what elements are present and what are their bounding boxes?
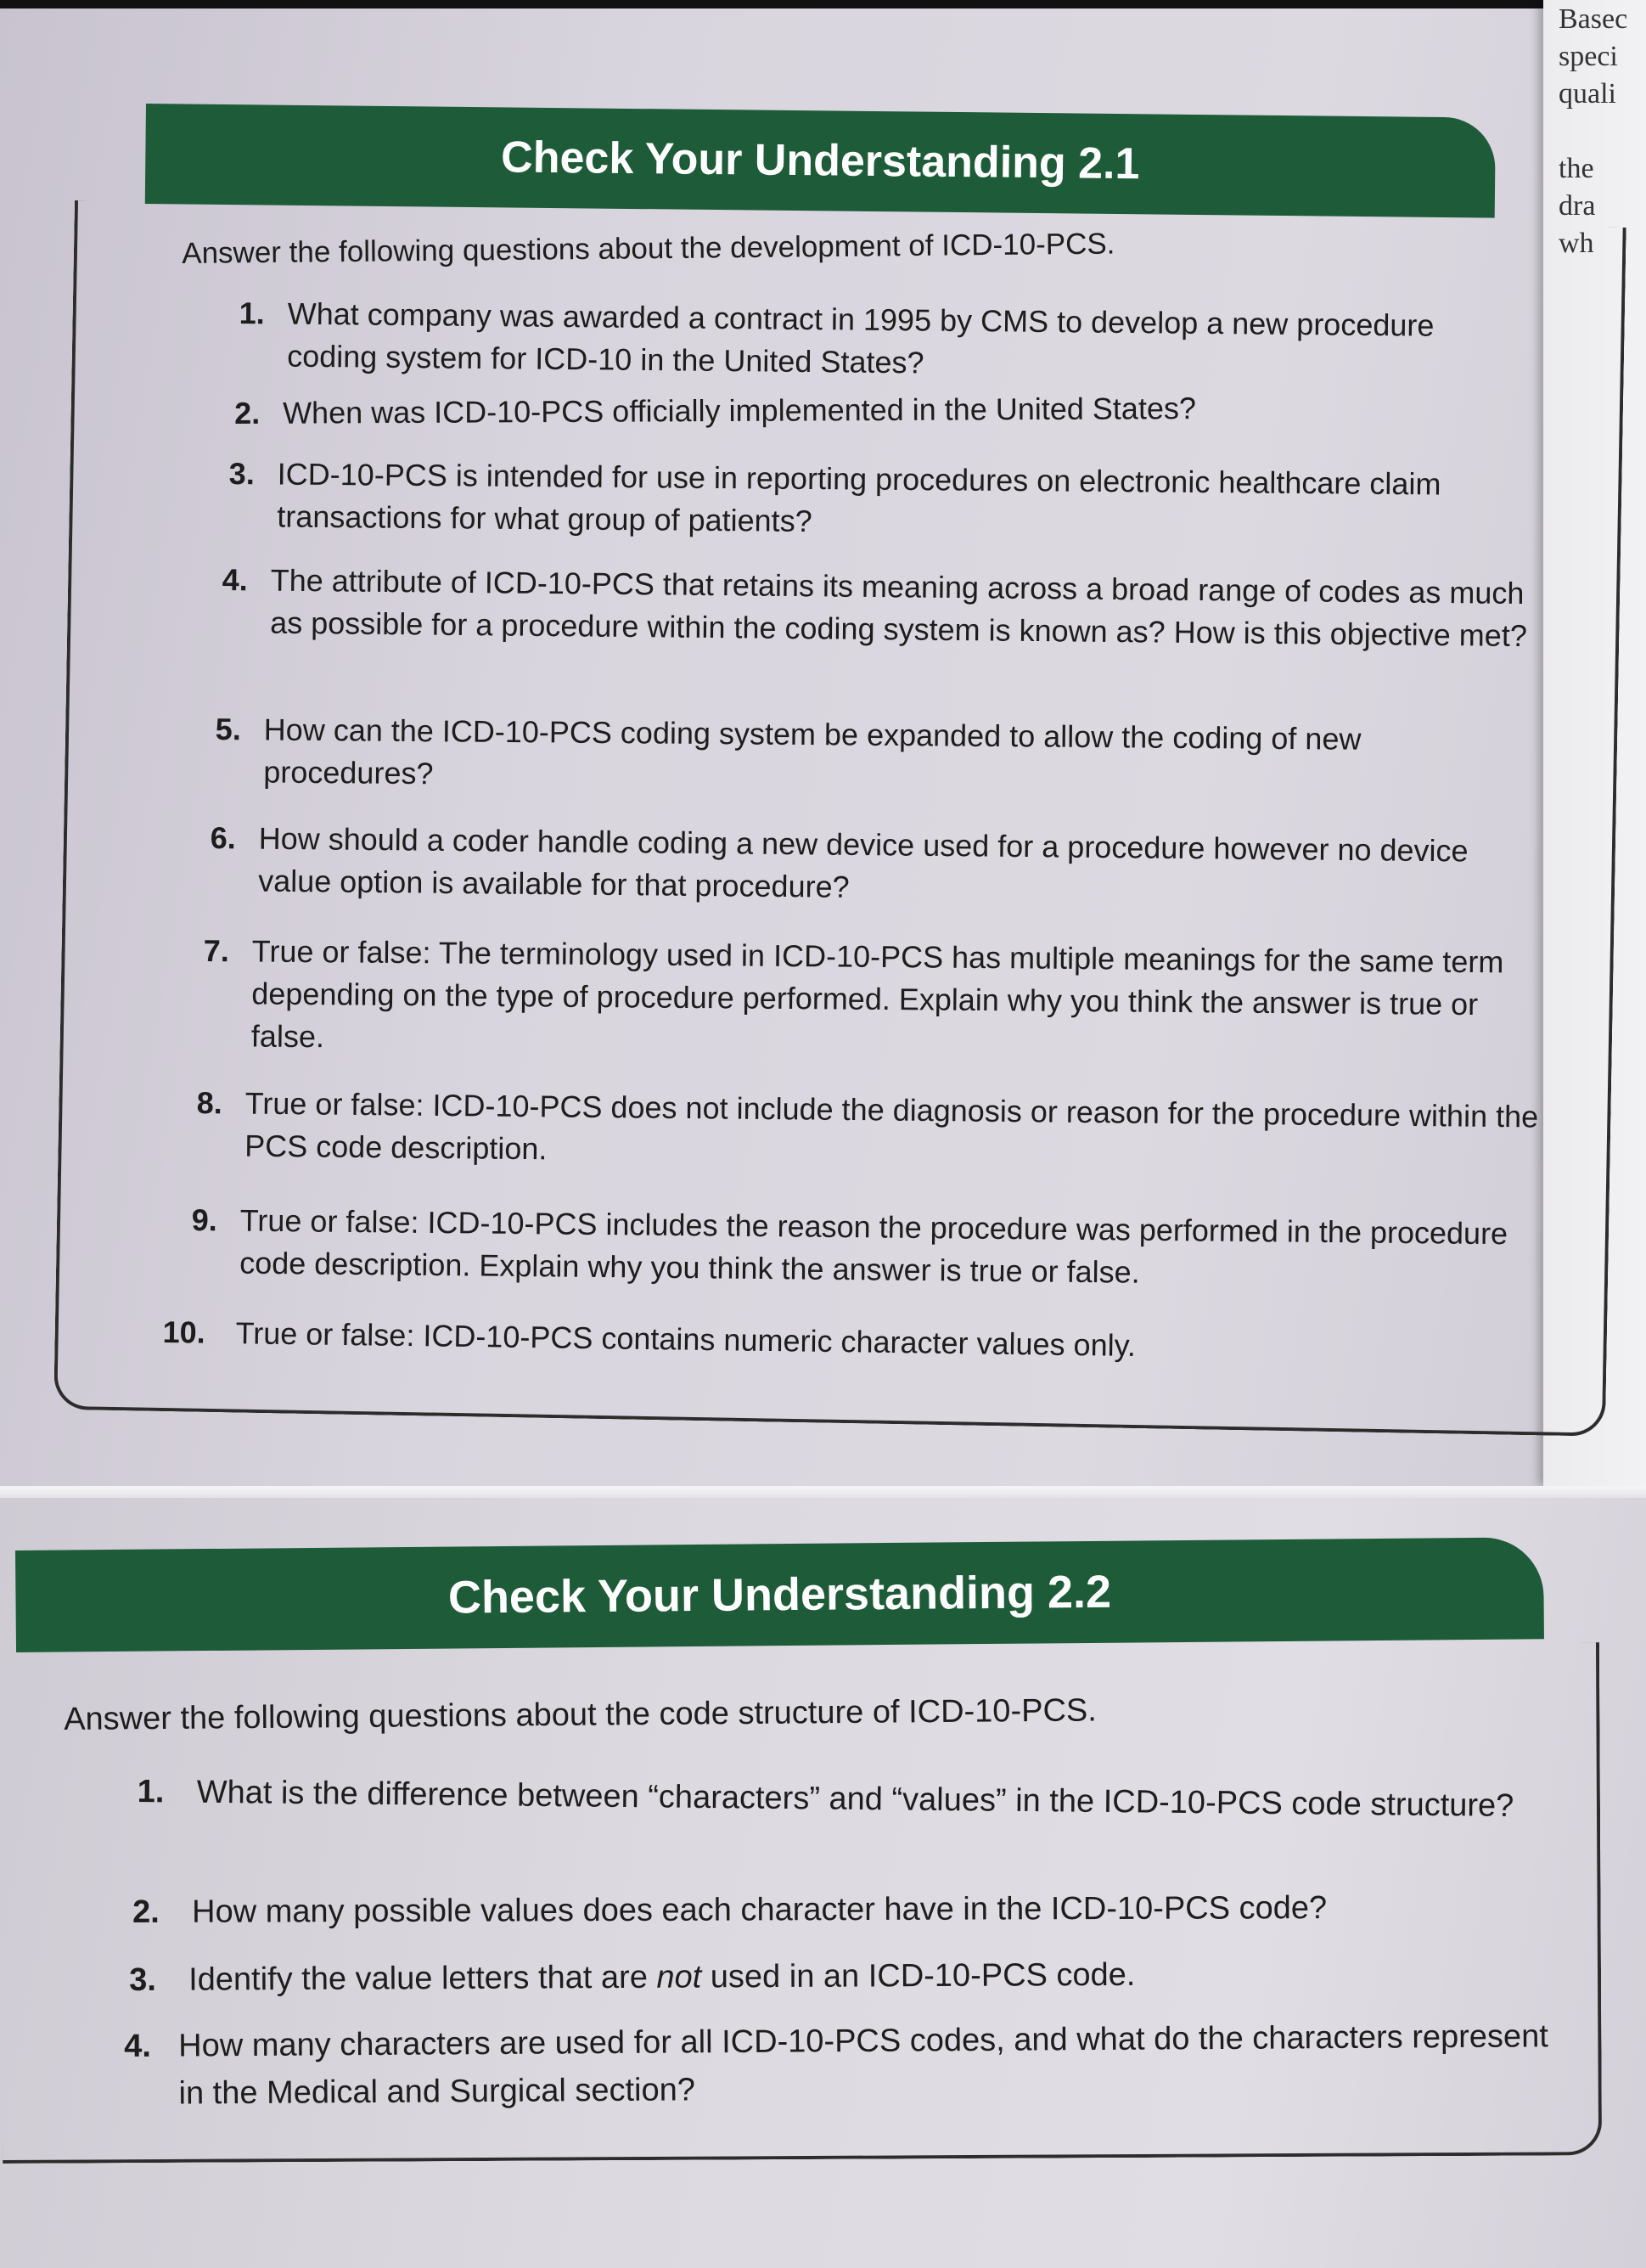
margin-text: the <box>1559 153 1594 184</box>
question-text: When was ICD-10-PCS officially implemented in the United States? <box>283 391 1197 431</box>
question-item <box>203 930 1545 1069</box>
question-number: 2. <box>132 1894 160 1930</box>
question-text: True or false: ICD-10-PCS includes the reason the procedure was performed in the procedure code description. Explain why you think the answer is true or false. <box>239 1202 1508 1290</box>
question-number: 3. <box>228 455 255 492</box>
question-item <box>234 386 1482 435</box>
question-number: 7. <box>203 932 229 969</box>
question-item <box>124 2012 1568 2118</box>
question-text: How should a coder handle coding a new device used for a procedure however no device value option is available for that procedure? <box>258 820 1469 904</box>
question-text: How many possible values does each character have in the ICD-10-PCS code? <box>192 1890 1328 1930</box>
margin-text: speci <box>1559 41 1618 72</box>
margin-text: dra <box>1559 190 1596 222</box>
lower-page-photo <box>0 1498 1646 2268</box>
margin-text: wh <box>1559 228 1594 259</box>
question-number: 5. <box>215 711 241 747</box>
margin-text: quali <box>1559 78 1616 110</box>
section2-title: Check Your Understanding 2.2 <box>447 1566 1112 1624</box>
section1-title: Check Your Understanding 2.1 <box>500 132 1140 189</box>
question-item <box>210 817 1509 915</box>
image-separator <box>0 1486 1646 1498</box>
question-item <box>222 559 1530 657</box>
margin-text: Basec <box>1559 3 1628 35</box>
question-text: True or false: ICD-10-PCS contains numeric character values only. <box>235 1315 1137 1364</box>
question-number: 2. <box>234 395 261 431</box>
section1-banner <box>145 104 1496 218</box>
question-text: ICD-10-PCS is intended for use in reporting procedures on electronic healthcare claim transactions for what group of patients? <box>277 456 1441 538</box>
question-text: What company was awarded a contract in 1995 by CMS to develop a new procedure coding system for ICD-10 in the United States? <box>287 295 1435 380</box>
question-text: What is the difference between “characters” and “values” in the ICD-10-PCS code structure? <box>196 1774 1514 1824</box>
question-number: 10. <box>162 1314 205 1350</box>
question-number: 1. <box>137 1773 165 1810</box>
question-number: 4. <box>222 561 248 598</box>
question-item <box>191 1199 1542 1298</box>
page-edge <box>0 0 1646 8</box>
question-number: 6. <box>210 819 236 856</box>
question-item <box>132 1883 1525 1936</box>
question-number: 4. <box>124 2028 152 2064</box>
question-item <box>239 292 1487 390</box>
question-item <box>196 1082 1555 1181</box>
section2-banner <box>15 1537 1544 1652</box>
question-item <box>215 708 1506 804</box>
question-number: 8. <box>196 1084 222 1121</box>
section2-intro: Answer the following questions about the code structure of ICD-10-PCS. <box>64 1692 1097 1737</box>
emphasis-not: not <box>656 1959 702 1995</box>
question-item <box>129 1949 1521 2004</box>
question-text: How many characters are used for all ICD-10-PCS codes, and what do the characters represent in the Medical and Surgical section? <box>178 2018 1548 2112</box>
question-text: The attribute of ICD-10-PCS that retains its meaning across a broad range of codes as much as possible for a procedure within the coding system is known as? How is this objective met? <box>270 562 1528 654</box>
question-number: 3. <box>129 1961 156 1998</box>
question-number: 9. <box>191 1202 217 1238</box>
question-text: True or false: ICD-10-PCS does not include the diagnosis or reason for the procedure within the PCS code description. <box>244 1085 1539 1167</box>
question-text: How can the ICD-10-PCS coding system be expanded to allow the coding of new procedures? <box>263 712 1362 791</box>
question-number: 1. <box>239 295 265 331</box>
section1-intro: Answer the following questions about the development of ICD-10-PCS. <box>182 227 1115 270</box>
question-text: Identify the value letters that are not used in an ICD-10-PCS code. <box>188 1956 1136 1998</box>
question-item <box>228 453 1511 549</box>
question-text: True or false: The terminology used in ICD-10-PCS has multiple meanings for the same term depending on the type of procedure performed. Explain why you think the answer is true or false. <box>250 933 1504 1055</box>
